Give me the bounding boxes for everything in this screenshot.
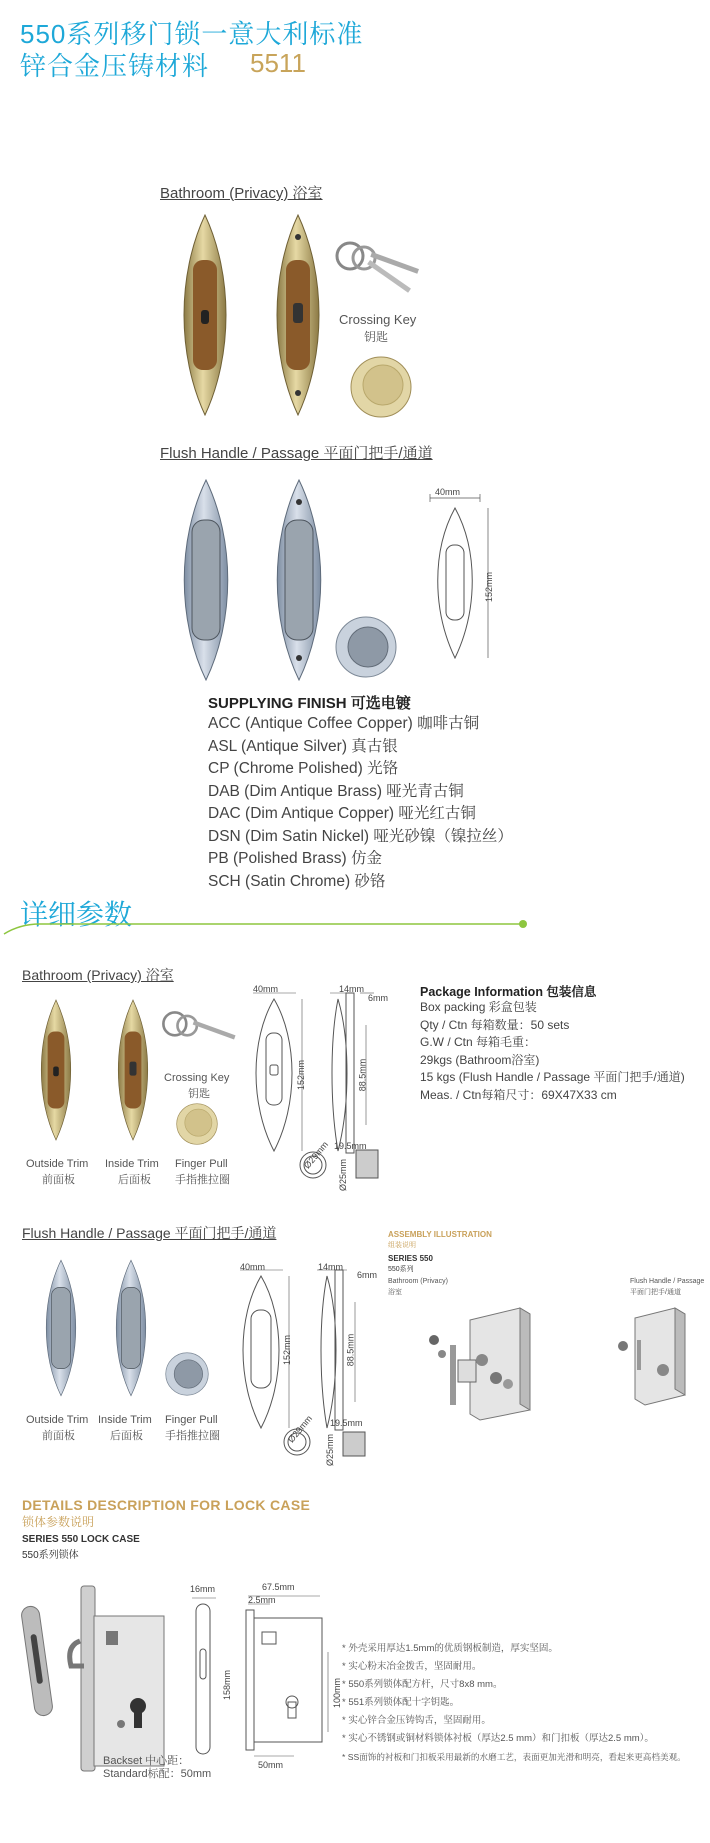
lockcase-note: * 实心不锈钢或铜材料锁体衬板（厚达2.5 mm）和门扣板（厚达2.5 mm）。 bbox=[342, 1733, 654, 1744]
assembly-bathroom-cn: 浴室 bbox=[388, 1289, 402, 1296]
assembly-flush-image bbox=[615, 1300, 705, 1410]
detail-crossing-key-image bbox=[158, 1008, 248, 1052]
dim-d29-2: Ø29mm bbox=[285, 1413, 315, 1445]
detail-bathroom-drawing bbox=[248, 985, 398, 1185]
finish-item: CP (Chrome Polished) 光铬 bbox=[208, 760, 399, 777]
outside-trim-en: Outside Trim bbox=[26, 1158, 89, 1170]
detail-finger-pull-silver-image bbox=[165, 1352, 209, 1396]
dim-w195-2: 19.5mm bbox=[330, 1418, 363, 1428]
finish-item: DAC (Dim Antique Copper) 哑光红古铜 bbox=[208, 805, 476, 822]
detail-inside-trim-gold-image bbox=[112, 996, 154, 1144]
outside-trim-cn-2: 前面板 bbox=[42, 1430, 75, 1442]
dim-w40: 40mm bbox=[253, 984, 279, 994]
detail-crossing-key-en: Crossing Key bbox=[164, 1072, 230, 1084]
inside-trim-cn-2: 后面板 bbox=[110, 1430, 143, 1442]
finishes-title: SUPPLYING FINISH 可选电镀 bbox=[208, 695, 411, 712]
dim-d25: Ø25mm bbox=[338, 1158, 349, 1192]
details-heading: 详细参数 bbox=[20, 899, 133, 930]
dim-675mm: 67.5mm bbox=[262, 1582, 295, 1592]
backset-label: Backset 中心距： bbox=[103, 1755, 190, 1767]
lockcase-title-cn: 锁体参数说明 bbox=[22, 1515, 95, 1529]
package-line: Box packing 彩盒包装 bbox=[420, 1000, 537, 1014]
detail-outside-trim-gold-image bbox=[35, 996, 77, 1144]
detail-finger-pull-gold-image bbox=[176, 1103, 218, 1145]
assembly-flush-cn: 平面门把手/通道 bbox=[630, 1289, 681, 1296]
dim-h152: 152mm bbox=[296, 1059, 307, 1091]
package-line: 29kgs (Bathroom浴室) bbox=[420, 1052, 540, 1067]
flush-handle-inside-image bbox=[268, 480, 330, 680]
lockcase-note: * 550系列锁体配方杆，尺寸8x8 mm。 bbox=[342, 1679, 503, 1690]
dim-158mm: 158mm bbox=[222, 1669, 233, 1701]
assembly-title-cn: 组装说明 bbox=[388, 1242, 416, 1249]
finish-item: PB (Polished Brass) 仿金 bbox=[208, 850, 382, 867]
lockcase-image bbox=[26, 1586, 166, 1776]
finish-item: ACC (Antique Coffee Copper) 咖啡古铜 bbox=[208, 715, 480, 732]
assembly-bathroom: Bathroom (Privacy) bbox=[388, 1278, 448, 1285]
lockcase-notes bbox=[342, 1640, 686, 1766]
dim-25mm: 2.5mm bbox=[248, 1595, 276, 1605]
outside-trim-en-2: Outside Trim bbox=[26, 1414, 89, 1426]
lockcase-note: * 551系列锁体配十字钥匙。 bbox=[342, 1697, 460, 1708]
page-title-line2: 锌合金压铸材料 bbox=[20, 51, 210, 81]
package-line: 15 kgs (Flush Handle / Passage 平面门把手/通道) bbox=[420, 1070, 685, 1084]
dim-w40-2: 40mm bbox=[240, 1262, 266, 1272]
detail-outside-trim-silver-image bbox=[40, 1258, 82, 1398]
dim-height-152: 152mm bbox=[484, 571, 495, 603]
inside-trim-en-2: Inside Trim bbox=[98, 1414, 152, 1426]
dim-100mm: 100mm bbox=[332, 1677, 343, 1709]
finishes-list bbox=[208, 713, 513, 893]
outside-trim-cn: 前面板 bbox=[42, 1174, 75, 1186]
dim-w14: 14mm bbox=[339, 984, 365, 994]
finish-item: SCH (Satin Chrome) 砂铬 bbox=[208, 872, 386, 890]
assembly-title: ASSEMBLY ILLUSTRATION bbox=[388, 1230, 492, 1239]
finger-pull-en-2: Finger Pull bbox=[165, 1414, 218, 1426]
package-line: Qty / Ctn 每箱数量：50 sets bbox=[420, 1017, 570, 1032]
dim-h885-2: 88.5mm bbox=[345, 1333, 356, 1367]
detail-crossing-key-cn: 钥匙 bbox=[188, 1088, 210, 1100]
flush-handle-outside-image bbox=[175, 480, 237, 680]
inside-trim-cn: 后面板 bbox=[118, 1174, 151, 1186]
dim-w6: 6mm bbox=[368, 993, 388, 1003]
bathroom-handle-inside-image bbox=[268, 215, 328, 415]
assembly-series-cn: 550系列 bbox=[388, 1266, 414, 1273]
backset-standard: Standard标配：50mm bbox=[103, 1768, 212, 1780]
model-number: 5511 bbox=[250, 48, 306, 78]
dim-h152-2: 152mm bbox=[282, 1334, 293, 1366]
dim-w195: 19.5mm bbox=[334, 1141, 367, 1151]
dim-50mm: 50mm bbox=[258, 1760, 284, 1770]
assembly-series: SERIES 550 bbox=[388, 1254, 433, 1263]
dim-w6-2: 6mm bbox=[357, 1270, 377, 1280]
crossing-key-cn: 钥匙 bbox=[364, 330, 389, 344]
details-divider bbox=[0, 920, 530, 936]
details-bathroom-label: Bathroom (Privacy) 浴室 bbox=[22, 967, 174, 983]
package-info bbox=[420, 999, 685, 1104]
finish-item: DAB (Dim Antique Brass) 哑光青古铜 bbox=[208, 782, 464, 800]
dim-16mm: 16mm bbox=[190, 1584, 216, 1594]
finger-pull-cn: 手指推拉圈 bbox=[175, 1174, 230, 1186]
finger-pull-gold-image bbox=[350, 356, 412, 418]
crossing-key-image bbox=[332, 238, 432, 288]
package-line: Meas. / Ctn每箱尺寸：69X47X33 cm bbox=[420, 1087, 617, 1102]
page-title-line1: 550系列移门锁一意大利标准 bbox=[20, 19, 364, 49]
lockcase-note: * 实心粉末冶金拨舌，坚固耐用。 bbox=[342, 1661, 482, 1672]
dim-width-40: 40mm bbox=[435, 487, 461, 497]
crossing-key-en: Crossing Key bbox=[339, 312, 417, 327]
dim-w14-2: 14mm bbox=[318, 1262, 344, 1272]
finish-item: ASL (Antique Silver) 真古银 bbox=[208, 737, 398, 755]
flush-label: Flush Handle / Passage 平面门把手/通道 bbox=[160, 445, 433, 462]
lockcase-note: * 实心锌合金压铸钩舌，坚固耐用。 bbox=[342, 1715, 491, 1726]
lockcase-note: * 外壳采用厚达1.5mm的优质钢板制造，厚实坚固。 bbox=[342, 1643, 558, 1654]
inside-trim-en: Inside Trim bbox=[105, 1158, 159, 1170]
lockcase-title: DETAILS DESCRIPTION FOR LOCK CASE bbox=[22, 1497, 311, 1513]
finger-pull-cn-2: 手指推拉圈 bbox=[165, 1430, 220, 1442]
assembly-flush: Flush Handle / Passage bbox=[630, 1278, 705, 1285]
dim-h885: 88.5mm bbox=[357, 1058, 368, 1092]
details-flush-label: Flush Handle / Passage 平面门把手/通道 bbox=[22, 1225, 277, 1241]
lockcase-note: * SS面饰的衬板和门扣板采用最新的水磨工艺，表面更加光滑和明亮，看起来更高档美观。 bbox=[342, 1752, 686, 1762]
assembly-bathroom-image bbox=[420, 1300, 570, 1420]
lockcase-body-drawing bbox=[240, 1592, 343, 1762]
bathroom-handle-outside-image bbox=[175, 215, 235, 415]
detail-inside-trim-silver-image bbox=[110, 1258, 152, 1398]
package-title: Package Information 包装信息 bbox=[420, 985, 597, 999]
dim-d25-2: Ø25mm bbox=[325, 1433, 336, 1467]
lockcase-series-cn: 550系列锁体 bbox=[22, 1550, 79, 1561]
package-line: G.W / Ctn 每箱毛重： bbox=[420, 1035, 537, 1049]
detail-flush-drawing bbox=[235, 1262, 385, 1462]
dim-d29: Ø29mm bbox=[301, 1139, 331, 1171]
finish-item: DSN (Dim Satin Nickel) 哑光砂镍（镍拉丝） bbox=[208, 827, 513, 845]
lockcase-series: SERIES 550 LOCK CASE bbox=[22, 1534, 140, 1545]
finger-pull-silver-image bbox=[335, 616, 397, 678]
finger-pull-en: Finger Pull bbox=[175, 1158, 228, 1170]
bathroom-label: Bathroom (Privacy) 浴室 bbox=[160, 185, 323, 202]
